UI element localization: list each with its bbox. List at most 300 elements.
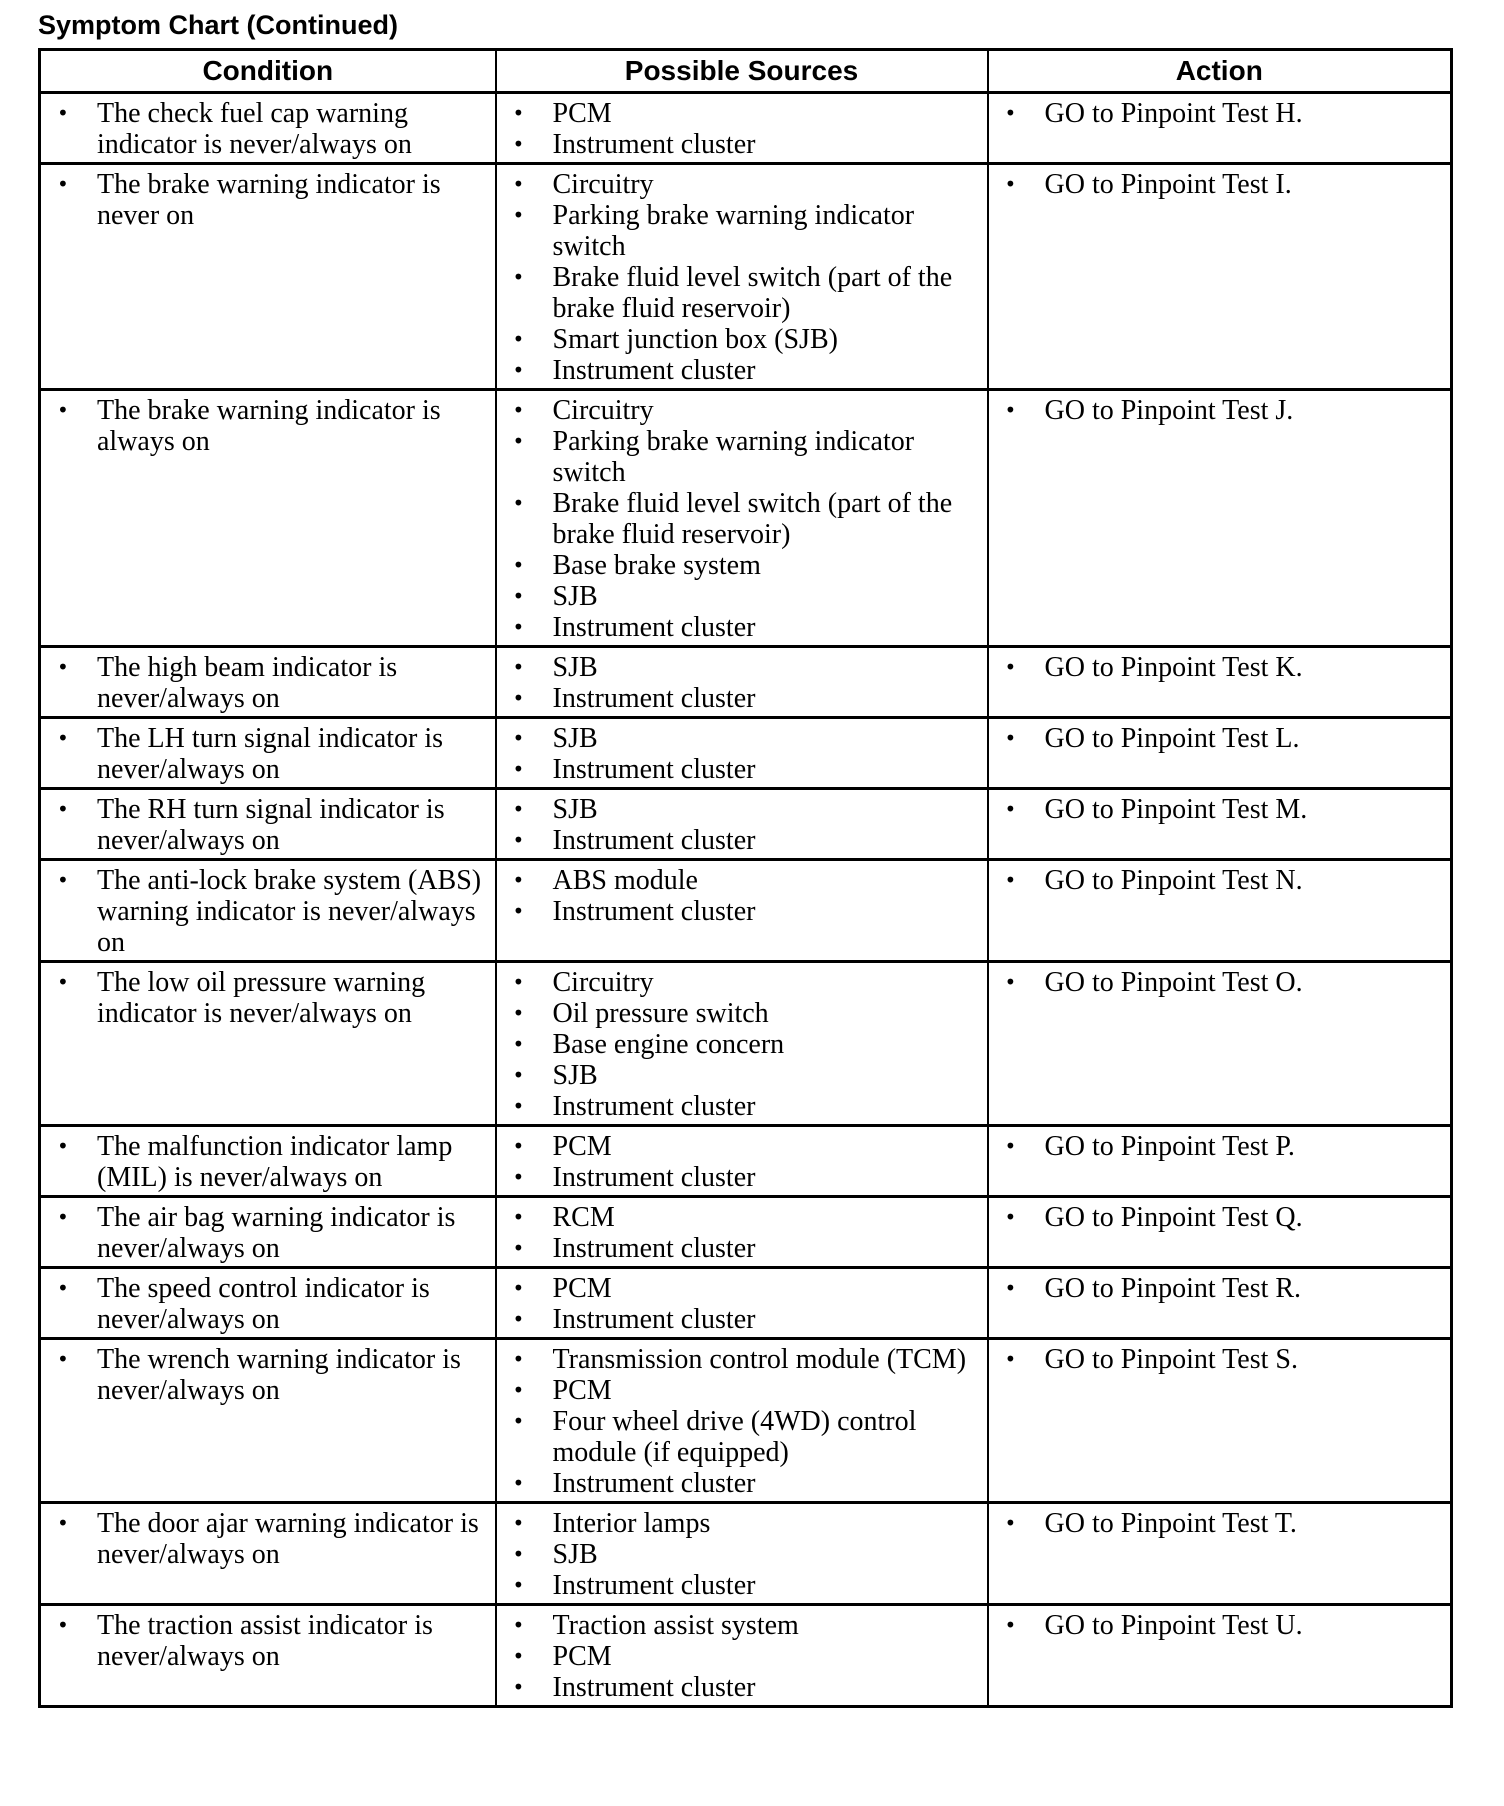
list-item — [507, 1344, 977, 1375]
bullet-icon: • — [1004, 797, 1017, 821]
bullet-icon: • — [1004, 1134, 1017, 1158]
item-text: Instrument cluster — [552, 896, 756, 927]
bullet-list — [999, 169, 1441, 200]
item-text: The low oil pressure warning indicator is never/always on — [97, 967, 426, 1029]
bullet-icon: • — [512, 757, 525, 781]
list-item — [51, 98, 485, 160]
bullet-icon: • — [512, 1165, 525, 1189]
action-cell — [988, 1126, 1452, 1197]
item-text: SJB — [552, 1060, 598, 1091]
bullet-list — [507, 1202, 977, 1264]
item-text: Instrument cluster — [552, 1672, 756, 1703]
condition-cell — [40, 93, 496, 164]
item-text: Parking brake warning indicator switch — [552, 200, 915, 262]
bullet-icon: • — [512, 1001, 525, 1025]
action-cell — [988, 1339, 1452, 1503]
list-item — [507, 324, 977, 355]
list-item — [507, 612, 977, 643]
bullet-list — [507, 723, 977, 785]
bullet-icon: • — [1004, 1511, 1017, 1535]
bullet-icon: • — [57, 1511, 69, 1535]
action-cell — [988, 390, 1452, 647]
list-item — [507, 1202, 977, 1233]
list-item — [507, 1162, 977, 1193]
condition-cell — [40, 1339, 496, 1503]
bullet-icon: • — [512, 868, 525, 892]
table-row — [40, 1339, 1452, 1503]
list-item — [507, 1539, 977, 1570]
bullet-icon: • — [512, 1542, 525, 1566]
item-text: SJB — [552, 794, 598, 825]
item-text: Instrument cluster — [552, 825, 756, 856]
list-item — [51, 967, 485, 1029]
bullet-icon: • — [512, 1032, 525, 1056]
bullet-icon: • — [57, 797, 69, 821]
list-item — [999, 169, 1441, 200]
bullet-icon: • — [512, 1063, 525, 1087]
list-item — [999, 967, 1441, 998]
bullet-icon: • — [1004, 101, 1017, 125]
list-item — [51, 395, 485, 457]
list-item — [507, 998, 977, 1029]
bullet-icon: • — [1004, 970, 1017, 994]
list-item — [507, 395, 977, 426]
possible-sources-cell — [496, 1197, 988, 1268]
action-cell — [988, 789, 1452, 860]
document-page — [38, 8, 1450, 1708]
bullet-icon: • — [512, 1613, 525, 1637]
item-text: The LH turn signal indicator is never/always on — [97, 723, 444, 785]
list-item — [507, 169, 977, 200]
bullet-icon: • — [57, 1347, 69, 1371]
table-row — [40, 164, 1452, 390]
bullet-icon: • — [512, 327, 525, 351]
bullet-icon: • — [57, 1613, 69, 1637]
bullet-list — [507, 169, 977, 386]
bullet-icon: • — [1004, 1347, 1017, 1371]
action-cell — [988, 962, 1452, 1126]
item-text: PCM — [552, 1131, 612, 1162]
bullet-icon: • — [512, 553, 525, 577]
bullet-icon: • — [512, 203, 525, 227]
list-item — [507, 1304, 977, 1335]
list-item — [507, 1060, 977, 1091]
bullet-list — [999, 652, 1441, 683]
list-item — [507, 1091, 977, 1122]
item-text: Base engine concern — [552, 1029, 785, 1060]
item-text: The high beam indicator is never/always on — [97, 652, 398, 714]
condition-cell — [40, 1503, 496, 1605]
header-action: Action — [988, 50, 1452, 93]
possible-sources-cell — [496, 860, 988, 962]
item-text: Interior lamps — [552, 1508, 711, 1539]
list-item — [999, 794, 1441, 825]
table-row — [40, 1605, 1452, 1707]
list-item — [999, 652, 1441, 683]
item-text: Instrument cluster — [552, 1468, 756, 1499]
item-text: GO to Pinpoint Test I. — [1044, 169, 1292, 200]
condition-cell — [40, 1126, 496, 1197]
list-item — [507, 1273, 977, 1304]
list-item — [507, 683, 977, 714]
table-row — [40, 647, 1452, 718]
action-cell — [988, 1197, 1452, 1268]
list-item — [507, 581, 977, 612]
condition-cell — [40, 962, 496, 1126]
bullet-list — [999, 1131, 1441, 1162]
table-row — [40, 93, 1452, 164]
list-item — [51, 794, 485, 856]
bullet-list — [507, 1273, 977, 1335]
item-text: GO to Pinpoint Test O. — [1044, 967, 1303, 998]
item-text: Base brake system — [552, 550, 761, 581]
list-item — [507, 865, 977, 896]
bullet-list — [51, 652, 485, 714]
item-text: GO to Pinpoint Test T. — [1044, 1508, 1297, 1539]
header-possible-sources: Possible Sources — [496, 50, 988, 93]
item-text: The RH turn signal indicator is never/always on — [97, 794, 445, 856]
possible-sources-cell — [496, 164, 988, 390]
list-item — [51, 1344, 485, 1406]
bullet-icon: • — [512, 615, 525, 639]
bullet-icon: • — [512, 1471, 525, 1495]
item-text: Instrument cluster — [552, 1162, 756, 1193]
bullet-icon: • — [57, 398, 69, 422]
bullet-icon: • — [57, 172, 69, 196]
possible-sources-cell — [496, 1339, 988, 1503]
list-item — [999, 1202, 1441, 1233]
bullet-list — [999, 395, 1441, 426]
table-row — [40, 1126, 1452, 1197]
list-item — [507, 355, 977, 386]
list-item — [507, 1610, 977, 1641]
bullet-icon: • — [1004, 726, 1017, 750]
item-text: The malfunction indicator lamp (MIL) is never/always on — [97, 1131, 453, 1193]
table-row — [40, 1503, 1452, 1605]
bullet-list — [51, 1131, 485, 1193]
bullet-icon: • — [512, 1134, 525, 1158]
bullet-icon: • — [512, 1205, 525, 1229]
chart-title: Symptom Chart (Continued) — [38, 10, 398, 40]
list-item — [999, 1610, 1441, 1641]
table-row — [40, 1268, 1452, 1339]
bullet-list — [507, 1344, 977, 1499]
bullet-list — [507, 1131, 977, 1193]
condition-cell — [40, 1268, 496, 1339]
item-text: Oil pressure switch — [552, 998, 769, 1029]
list-item — [507, 1672, 977, 1703]
bullet-icon: • — [57, 1205, 69, 1229]
item-text: GO to Pinpoint Test M. — [1044, 794, 1308, 825]
list-item — [999, 1508, 1441, 1539]
item-text: GO to Pinpoint Test H. — [1044, 98, 1303, 129]
bullet-list — [507, 98, 977, 160]
item-text: Instrument cluster — [552, 1570, 756, 1601]
bullet-icon: • — [512, 1511, 525, 1535]
item-text: Instrument cluster — [552, 1091, 756, 1122]
bullet-icon: • — [512, 970, 525, 994]
bullet-icon: • — [512, 101, 525, 125]
possible-sources-cell — [496, 1605, 988, 1707]
list-item — [507, 1468, 977, 1499]
list-item — [999, 1273, 1441, 1304]
list-item — [51, 1131, 485, 1193]
item-text: Instrument cluster — [552, 612, 756, 643]
item-text: Traction assist system — [552, 1610, 799, 1641]
bullet-list — [51, 1273, 485, 1335]
item-text: Circuitry — [552, 169, 654, 200]
item-text: The wrench warning indicator is never/always on — [97, 1344, 461, 1406]
bullet-list — [51, 865, 485, 958]
table-row — [40, 789, 1452, 860]
bullet-list — [51, 1610, 485, 1672]
action-cell — [988, 718, 1452, 789]
action-cell — [988, 164, 1452, 390]
item-text: PCM — [552, 1375, 612, 1406]
bullet-icon: • — [512, 686, 525, 710]
item-text: Instrument cluster — [552, 355, 756, 386]
symptom-table — [38, 48, 1453, 1708]
bullet-list — [507, 1610, 977, 1703]
bullet-icon: • — [57, 868, 69, 892]
bullet-list — [999, 794, 1441, 825]
item-text: SJB — [552, 652, 598, 683]
bullet-list — [51, 1202, 485, 1264]
bullet-icon: • — [1004, 655, 1017, 679]
bullet-icon: • — [512, 1378, 525, 1402]
item-text: SJB — [552, 723, 598, 754]
item-text: PCM — [552, 1273, 612, 1304]
action-cell — [988, 860, 1452, 962]
item-text: Brake fluid level switch (part of the brake fluid reservoir) — [552, 488, 953, 550]
bullet-list — [507, 1508, 977, 1601]
bullet-icon: • — [512, 132, 525, 156]
bullet-icon: • — [512, 1347, 525, 1371]
bullet-list — [51, 395, 485, 457]
item-text: The air bag warning indicator is never/always on — [97, 1202, 456, 1264]
table-header — [40, 50, 1452, 93]
bullet-icon: • — [512, 797, 525, 821]
bullet-icon: • — [57, 1134, 69, 1158]
item-text: Instrument cluster — [552, 1233, 756, 1264]
item-text: Circuitry — [552, 395, 654, 426]
item-text: The door ajar warning indicator is never/always on — [97, 1508, 479, 1570]
list-item — [507, 825, 977, 856]
table-row — [40, 962, 1452, 1126]
item-text: Transmission control module (TCM) — [552, 1344, 967, 1375]
bullet-list — [999, 1273, 1441, 1304]
item-text: The traction assist indicator is never/always on — [97, 1610, 433, 1672]
bullet-icon: • — [512, 358, 525, 382]
bullet-icon: • — [512, 1236, 525, 1260]
bullet-icon: • — [512, 1409, 525, 1433]
list-item — [51, 1273, 485, 1335]
item-text: The speed control indicator is never/always on — [97, 1273, 430, 1335]
list-item — [507, 550, 977, 581]
item-text: SJB — [552, 1539, 598, 1570]
item-text: Brake fluid level switch (part of the brake fluid reservoir) — [552, 262, 953, 324]
list-item — [507, 1508, 977, 1539]
bullet-icon: • — [1004, 1613, 1017, 1637]
action-cell — [988, 93, 1452, 164]
item-text: The check fuel cap warning indicator is never/always on — [97, 98, 412, 160]
bullet-list — [51, 1508, 485, 1570]
item-text: GO to Pinpoint Test S. — [1044, 1344, 1298, 1375]
item-text: GO to Pinpoint Test P. — [1044, 1131, 1295, 1162]
item-text: The anti-lock brake system (ABS) warning indicator is never/always on — [97, 865, 482, 958]
list-item — [51, 1610, 485, 1672]
bullet-icon: • — [57, 726, 69, 750]
table-row — [40, 860, 1452, 962]
item-text: The brake warning indicator is always on — [97, 395, 441, 457]
bullet-list — [999, 1344, 1441, 1375]
bullet-list — [51, 794, 485, 856]
item-text: GO to Pinpoint Test L. — [1044, 723, 1300, 754]
bullet-list — [999, 98, 1441, 129]
header-condition: Condition — [40, 50, 496, 93]
condition-cell — [40, 164, 496, 390]
bullet-list — [507, 967, 977, 1122]
bullet-list — [507, 865, 977, 927]
item-text: RCM — [552, 1202, 615, 1233]
bullet-list — [999, 723, 1441, 754]
bullet-list — [999, 1202, 1441, 1233]
list-item — [999, 395, 1441, 426]
action-cell — [988, 1268, 1452, 1339]
list-item — [999, 98, 1441, 129]
table-row — [40, 1197, 1452, 1268]
list-item — [507, 1570, 977, 1601]
bullet-list — [51, 723, 485, 785]
list-item — [507, 1641, 977, 1672]
bullet-list — [999, 1508, 1441, 1539]
list-item — [507, 1406, 977, 1468]
list-item — [507, 1131, 977, 1162]
bullet-icon: • — [512, 584, 525, 608]
bullet-list — [999, 865, 1441, 896]
item-text: Circuitry — [552, 967, 654, 998]
bullet-list — [999, 967, 1441, 998]
bullet-list — [51, 169, 485, 231]
bullet-icon: • — [512, 726, 525, 750]
item-text: GO to Pinpoint Test R. — [1044, 1273, 1302, 1304]
list-item — [507, 967, 977, 998]
bullet-icon: • — [1004, 398, 1017, 422]
list-item — [507, 426, 977, 488]
bullet-icon: • — [512, 265, 525, 289]
condition-cell — [40, 1197, 496, 1268]
possible-sources-cell — [496, 647, 988, 718]
bullet-icon: • — [57, 655, 69, 679]
bullet-icon: • — [1004, 1205, 1017, 1229]
list-item — [507, 652, 977, 683]
list-item — [51, 1202, 485, 1264]
possible-sources-cell — [496, 1503, 988, 1605]
bullet-icon: • — [512, 655, 525, 679]
possible-sources-cell — [496, 1126, 988, 1197]
item-text: ABS module — [552, 865, 698, 896]
bullet-icon: • — [512, 1276, 525, 1300]
bullet-icon: • — [57, 970, 69, 994]
item-text: GO to Pinpoint Test Q. — [1044, 1202, 1303, 1233]
item-text: GO to Pinpoint Test K. — [1044, 652, 1303, 683]
item-text: Parking brake warning indicator switch — [552, 426, 915, 488]
list-item — [507, 754, 977, 785]
list-item — [999, 1344, 1441, 1375]
bullet-icon: • — [512, 1644, 525, 1668]
possible-sources-cell — [496, 93, 988, 164]
item-text: Instrument cluster — [552, 1304, 756, 1335]
list-item — [507, 896, 977, 927]
bullet-icon: • — [1004, 868, 1017, 892]
item-text: GO to Pinpoint Test N. — [1044, 865, 1303, 896]
bullet-icon: • — [512, 429, 525, 453]
item-text: Instrument cluster — [552, 129, 756, 160]
bullet-icon: • — [1004, 172, 1017, 196]
item-text: Instrument cluster — [552, 754, 756, 785]
list-item — [507, 98, 977, 129]
list-item — [51, 723, 485, 785]
list-item — [507, 262, 977, 324]
condition-cell — [40, 1605, 496, 1707]
item-text: Smart junction box (SJB) — [552, 324, 838, 355]
item-text: Four wheel drive (4WD) control module (if equipped) — [552, 1406, 917, 1468]
bullet-icon: • — [512, 828, 525, 852]
bullet-icon: • — [512, 491, 525, 515]
item-text: GO to Pinpoint Test J. — [1044, 395, 1294, 426]
table-body — [40, 93, 1452, 1707]
bullet-list — [999, 1610, 1441, 1641]
action-cell — [988, 1503, 1452, 1605]
bullet-icon: • — [512, 172, 525, 196]
list-item — [51, 169, 485, 231]
item-text: Instrument cluster — [552, 683, 756, 714]
condition-cell — [40, 390, 496, 647]
bullet-list — [507, 794, 977, 856]
list-item — [507, 488, 977, 550]
bullet-icon: • — [512, 1094, 525, 1118]
action-cell — [988, 1605, 1452, 1707]
table-row — [40, 390, 1452, 647]
list-item — [51, 1508, 485, 1570]
possible-sources-cell — [496, 962, 988, 1126]
bullet-icon: • — [512, 899, 525, 923]
header-row — [40, 50, 1452, 93]
list-item — [51, 865, 485, 958]
bullet-icon: • — [512, 398, 525, 422]
condition-cell — [40, 860, 496, 962]
bullet-icon: • — [512, 1675, 525, 1699]
bullet-list — [51, 98, 485, 160]
list-item — [51, 652, 485, 714]
list-item — [507, 1233, 977, 1264]
possible-sources-cell — [496, 1268, 988, 1339]
list-item — [507, 1029, 977, 1060]
list-item — [507, 723, 977, 754]
list-item — [999, 723, 1441, 754]
list-item — [507, 129, 977, 160]
list-item — [999, 865, 1441, 896]
possible-sources-cell — [496, 789, 988, 860]
condition-cell — [40, 789, 496, 860]
item-text: SJB — [552, 581, 598, 612]
table-row — [40, 718, 1452, 789]
list-item — [507, 1375, 977, 1406]
bullet-icon: • — [512, 1307, 525, 1331]
bullet-list — [51, 1344, 485, 1406]
bullet-list — [507, 652, 977, 714]
possible-sources-cell — [496, 718, 988, 789]
